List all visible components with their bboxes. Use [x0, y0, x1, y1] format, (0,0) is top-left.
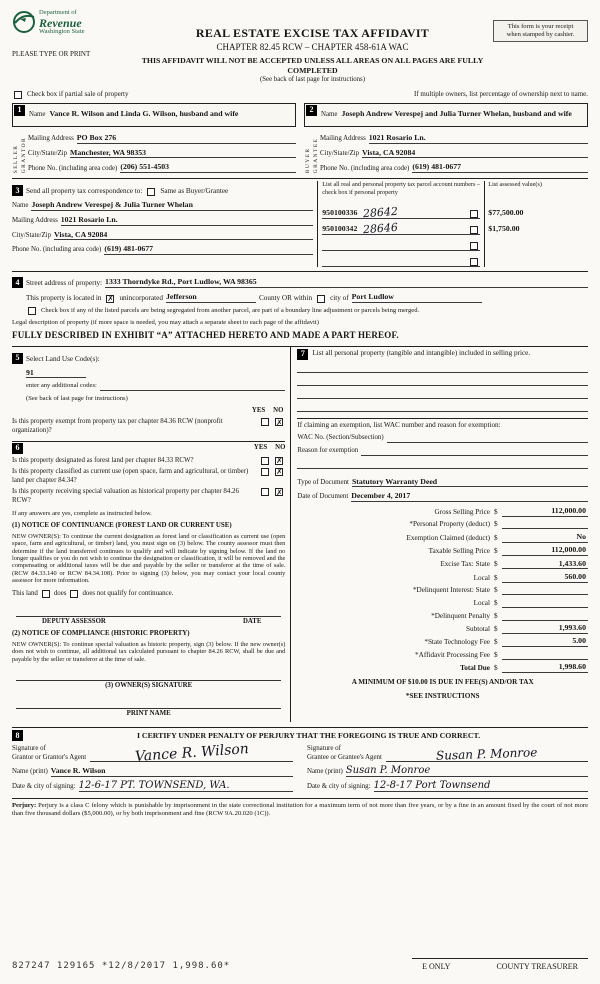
use-only-label: E ONLY: [422, 962, 451, 971]
parcel-account-value[interactable]: 950100336: [322, 208, 358, 218]
agency-state: Washington State: [39, 28, 85, 36]
historic-no-checkbox[interactable]: ✗: [276, 487, 283, 497]
forest-land-question: Is this property designated as forest land per chapter 84.33 RCW?: [12, 456, 194, 464]
correspondence-citystate-value[interactable]: Vista, CA 92084: [54, 230, 313, 241]
money-row-exemption: Exemption Claimed (deduct) $ No: [406, 532, 586, 542]
title-block: [132, 10, 493, 84]
form-chapter: CHAPTER 82.45 RCW – CHAPTER 458-61A WAC: [216, 42, 409, 52]
minimum-fee-note: A MINIMUM OF $10.00 IS DUE IN FEE(S) AND/OR TAX: [351, 678, 534, 687]
form-title: REAL ESTATE EXCISE TAX AFFIDAVIT: [195, 26, 430, 40]
seller-name-box: [12, 103, 296, 127]
gross-selling-price-value[interactable]: 112,000.00: [502, 506, 588, 517]
exemption-block: [297, 418, 588, 469]
land-use-section: [12, 353, 285, 436]
parcel-row: [322, 238, 480, 251]
grantee-name-print-label: Name (print): [307, 768, 343, 776]
print-name-line[interactable]: [16, 697, 281, 709]
reason-exemption-blank[interactable]: [361, 447, 588, 456]
grantee-signature-field[interactable]: [386, 745, 588, 763]
subtotal-value[interactable]: 1,993.60: [502, 623, 588, 634]
certify-statement: I CERTIFY UNDER PENALTY OF PERJURY THAT THE FOREGOING IS TRUE AND CORRECT.: [136, 730, 481, 740]
yes-no-header: [12, 407, 285, 415]
additional-codes-label: enter any additional codes:: [26, 382, 97, 390]
delinquent-interest-local-value[interactable]: [502, 598, 588, 608]
does-not-label: does not qualify for continuance.: [82, 589, 174, 597]
same-as-buyer-label: Same as Buyer/Grantee: [160, 187, 229, 196]
buyer-name-value[interactable]: Joseph Andrew Verespej and Julia Turner Whelan, husband and wife: [341, 108, 572, 118]
money-row-excise-state: Excise Tax: State $ 1,433.60: [440, 558, 586, 569]
document-date-label: Date of Document: [297, 493, 349, 501]
buyer-name-label: Name: [321, 110, 338, 118]
section-3-number: 3: [12, 185, 23, 196]
perjury-body: Perjury is a class C felony which is punishable by imprisonment in the state correctional institution for a maximum term of not more than five years, or by a fine in an amount fixed by the court of not more than five thousand dollars ($5,000.00), or by both imprisonment and fine (RCW 9A.20.020 (1C)).: [12, 801, 588, 818]
cashier-stamp: 827247 129165 *12/8/2017 1,998.60*: [12, 960, 231, 971]
partial-sale-label: Check box if partial sale of property: [27, 90, 129, 99]
personal-property-blank-line[interactable]: [297, 362, 588, 373]
correspondence-name-value[interactable]: Joseph Andrew Verespej & Julia Turner Whelan: [31, 200, 313, 211]
county-or-label: County OR within: [258, 293, 313, 302]
section-6-number: 6: [12, 443, 23, 454]
agency-dept-of: Department of: [39, 9, 77, 16]
legal-description-label: Legal description of property (if more space is needed, you may attach a separate sheet to each page of the affidavit): [12, 319, 319, 327]
seller-citystate-label: City/State/Zip: [28, 149, 68, 157]
buyer-phone-label: Phone No. (including area code): [320, 164, 410, 172]
property-address-section: [12, 271, 588, 341]
owners-signature-line[interactable]: [16, 669, 281, 681]
money-row-gross: Gross Selling Price $ 112,000.00: [434, 506, 586, 516]
partial-sale-checkbox[interactable]: [14, 91, 22, 99]
personal-property-label: List all personal property (tangible and intangible) included in selling price.: [312, 348, 531, 357]
section-8-number: 8: [12, 730, 23, 741]
section-5-number: 5: [12, 353, 23, 364]
excise-state-value[interactable]: 1,433.60: [502, 559, 588, 570]
receipt-note-line1: This form is your receipt: [507, 23, 574, 30]
main-columns: [12, 346, 588, 723]
parcel-1-personal-checkbox[interactable]: [470, 210, 478, 218]
exempt-yes-checkbox[interactable]: [261, 418, 269, 426]
treasurer-use-area: [412, 958, 588, 972]
section-1-number: 1: [14, 105, 25, 116]
currentuse-no-checkbox[interactable]: ✗: [276, 467, 283, 477]
parties-section: [12, 103, 588, 173]
buyer-side-labels: [304, 129, 320, 173]
header: [12, 10, 588, 84]
buyer-mailing-label: Mailing Address: [320, 135, 366, 143]
money-row-excise-local: Local $ 560.00: [473, 571, 586, 582]
assessed-values-column: [484, 181, 588, 267]
document-date-value[interactable]: December 4, 2017: [351, 491, 588, 502]
money-row-technology-fee: *State Technology Fee $ 5.00: [424, 636, 586, 647]
exemption-claim-label: If claiming an exemption, list WAC number and reason for exemption:: [297, 420, 501, 429]
street-address-value[interactable]: 1333 Thorndyke Rd., Port Ludlow, WA 98365: [105, 277, 588, 288]
buyer-name-box: [304, 103, 588, 127]
current-use-question: Is this property classified as current use (open space, farm and agricultural, or timber) land per chapter 84.34?: [12, 468, 249, 484]
county-value[interactable]: Jefferson: [166, 292, 256, 303]
city-of-label: city of: [330, 293, 349, 302]
document-type-label: Type of Document: [297, 478, 349, 486]
no-header: NO: [273, 406, 284, 414]
city-value[interactable]: Port Ludlow: [352, 292, 482, 303]
buyer-phone-value[interactable]: (619) 481-0677: [412, 162, 588, 173]
if-yes-note: If any answers are yes, complete as instructed below.: [12, 509, 152, 517]
grantee-name-print-value[interactable]: Susan P. Monroe: [346, 766, 588, 777]
forest-land-question-row: [12, 457, 285, 466]
correspondence-mailing-value[interactable]: 1021 Rosario Ln.: [61, 215, 314, 226]
grantor-name-print-value[interactable]: Vance R. Wilson: [51, 766, 293, 777]
seller-name-value[interactable]: Vance R. Wilson and Linda G. Wilson, husband and wife: [49, 108, 239, 118]
currentuse-yes-checkbox[interactable]: [261, 468, 269, 476]
affidavit-processing-fee-value[interactable]: [502, 650, 588, 660]
buyer-section: [304, 103, 588, 173]
please-type-note: PLEASE TYPE OR PRINT: [12, 50, 91, 59]
footer: [12, 958, 588, 978]
grantor-vertical-label: GRANTOR: [20, 136, 27, 174]
unincorporated-checkbox[interactable]: ✗: [107, 294, 114, 304]
certification-section: [12, 727, 588, 792]
buyer-vertical-label: BUYER: [304, 147, 311, 174]
current-use-question-row: [12, 468, 285, 485]
parcel-handwritten-number: 28642: [362, 205, 399, 221]
notice-compliance-title: (2) NOTICE OF COMPLIANCE (HISTORIC PROPERTY): [12, 630, 190, 638]
agency-name: [39, 10, 85, 36]
assessed-value[interactable]: [488, 254, 585, 267]
does-label: does: [53, 589, 67, 597]
exemption-claimed-value[interactable]: No: [502, 532, 588, 543]
reason-exemption-blank-line[interactable]: [297, 458, 588, 469]
taxable-selling-price-value[interactable]: 112,000.00: [502, 545, 588, 556]
forest-no-checkbox[interactable]: ✗: [276, 455, 283, 465]
grantee-date-city-label: Date & city of signing:: [307, 783, 371, 791]
delinquent-interest-state-value[interactable]: [502, 585, 588, 595]
seller-section: [12, 103, 296, 173]
money-row-taxable: Taxable Selling Price $ 112,000.00: [428, 545, 586, 556]
assessed-value[interactable]: [488, 238, 585, 251]
dor-logo-icon: [12, 10, 36, 34]
additional-codes-blank[interactable]: [100, 390, 286, 391]
print-name-caption: PRINT NAME: [126, 709, 171, 717]
money-row-total-due: Total Due $ 1,998.60: [460, 662, 586, 673]
city-checkbox[interactable]: [317, 295, 325, 303]
owners-signature-caption: (3) OWNER(S) SIGNATURE: [105, 682, 193, 690]
money-row-personal-property: *Personal Property (deduct) $: [297, 519, 588, 529]
send-correspondence-label: Send all property tax correspondence to:: [26, 187, 143, 196]
section-2-number: 2: [306, 105, 317, 116]
seller-name-label: Name: [29, 110, 46, 118]
segregated-label: Check box if any of the listed parcels are being segregated from another parcel, are part of a boundary line adjustment or parcels being merged.: [41, 306, 420, 314]
agency-block: [12, 10, 132, 59]
historic-question-row: [12, 488, 285, 505]
exempt-question-row: [12, 418, 285, 435]
seller-phone-value[interactable]: (206) 551-4503: [120, 162, 296, 173]
assessed-value[interactable]: $77,500.00: [488, 208, 524, 218]
correspondence-citystate-label: City/State/Zip: [12, 231, 52, 239]
date-label: DATE: [242, 617, 262, 625]
dor-logo: [12, 10, 132, 36]
money-row-delinquent-interest-state: *Delinquent Interest: State $: [297, 585, 588, 595]
money-row-processing-fee: *Affidavit Processing Fee $: [297, 650, 588, 660]
tax-correspondence-section: [12, 178, 588, 267]
grantor-date-city-label: Date & city of signing:: [12, 783, 76, 791]
money-row-subtotal: Subtotal $ 1,993.60: [466, 623, 586, 633]
parcel-handwritten-number: 28646: [362, 221, 399, 237]
wac-number-blank[interactable]: [387, 434, 588, 443]
buyer-citystate-value[interactable]: Vista, CA 92084: [362, 148, 588, 159]
grantee-signature-label: Signature of Grantee or Grantee's Agent: [307, 745, 382, 761]
seller-phone-label: Phone No. (including area code): [28, 164, 118, 172]
seller-vertical-label: SELLER: [12, 144, 19, 174]
multiple-owners-note: If multiple owners, list percentage of ownership next to name.: [414, 90, 588, 99]
yes-header: YES: [251, 406, 266, 414]
seller-mailing-value[interactable]: PO Box 276: [77, 133, 296, 144]
see-instructions-note: *SEE INSTRUCTIONS: [405, 692, 480, 701]
seller-citystate-value[interactable]: Manchester, WA 98353: [70, 148, 296, 159]
land-does-checkbox[interactable]: [42, 590, 50, 598]
notice-compliance-body: NEW OWNER(S): To continue special valuation as historic property, sign (3) below. If the new owner(s) does not wish to continue, all additional tax calculated pursuant to chapter 84.26 RCW, shall be due and payable by the seller or transferor at the time of sale.: [12, 640, 286, 663]
same-as-buyer-checkbox[interactable]: [147, 188, 155, 196]
acceptance-warning: THIS AFFIDAVIT WILL NOT BE ACCEPTED UNLESS ALL AREAS ON ALL PAGES ARE FULLY COMPLETED: [141, 56, 484, 75]
correspondence-phone-label: Phone No. (including area code): [12, 246, 102, 254]
personal-property-blank-line[interactable]: [297, 401, 588, 412]
parcel-row: [322, 254, 480, 267]
state-technology-fee-value[interactable]: 5.00: [502, 636, 588, 647]
exempt-question-label: Is this property exempt from property tax per chapter 84.36 RCW (nonprofit organization)?: [12, 418, 223, 434]
grantee-signature: Susan P. Monroe: [436, 745, 538, 763]
wac-number-label: WAC No. (Section/Subsection): [297, 433, 384, 441]
historic-yes-checkbox[interactable]: [261, 488, 269, 496]
see-back-note-5: (See back of last page for instructions): [26, 394, 128, 402]
parcel-account-value[interactable]: 950100342: [322, 224, 358, 234]
personal-property-blank-line[interactable]: [297, 388, 588, 399]
no-header-6: NO: [275, 443, 286, 451]
deputy-assessor-signature-line[interactable]: [16, 605, 281, 617]
exempt-no-checkbox[interactable]: ✗: [276, 417, 283, 427]
assessed-value[interactable]: $1,750.00: [488, 224, 520, 234]
seller-mailing-label: Mailing Address: [28, 135, 74, 143]
delinquent-penalty-value[interactable]: [502, 611, 588, 621]
parcel-numbers-column: [317, 181, 484, 267]
see-back-note: (See back of last page for instructions): [260, 75, 365, 83]
unincorporated-label: unincorporated: [119, 293, 163, 302]
parcel-2-personal-checkbox[interactable]: [470, 226, 478, 234]
land-use-code-value[interactable]: 91: [26, 368, 86, 379]
personal-property-blank-line[interactable]: [297, 375, 588, 386]
perjury-label: Perjury:: [12, 801, 37, 809]
land-use-label: Select Land Use Code(s):: [26, 354, 100, 363]
correspondence-phone-value[interactable]: (619) 481-0677: [104, 244, 313, 255]
parcel-3-personal-checkbox[interactable]: [470, 242, 478, 250]
correspondence-mailing-label: Mailing Address: [12, 217, 58, 224]
segregated-checkbox[interactable]: [28, 307, 36, 315]
legal-description-value[interactable]: FULLY DESCRIBED IN EXHIBIT “A” ATTACHED HERETO AND MADE A PART HEREOF.: [12, 330, 399, 341]
receipt-note: [493, 20, 588, 42]
buyer-mailing-value[interactable]: 1021 Rosario Ln.: [369, 133, 588, 144]
receipt-note-line2: when stamped by cashier.: [506, 31, 575, 39]
parcel-numbers-header: List all real and personal property tax parcel account numbers – check box if personal property: [322, 181, 480, 196]
seller-side-labels: [12, 129, 28, 173]
street-address-label: Street address of property:: [26, 279, 103, 288]
grantor-signature-label: Signature of Grantor or Grantor's Agent: [12, 745, 87, 761]
total-due-value[interactable]: 1,998.60: [502, 662, 588, 673]
excise-local-value[interactable]: 560.00: [502, 572, 588, 583]
parcel-row: [322, 222, 480, 235]
assessed-values-header: List assessed value(s): [488, 181, 542, 189]
grantor-signature-field[interactable]: [90, 740, 293, 765]
grantor-signature: Vance R. Wilson: [134, 740, 249, 765]
historic-question: Is this property receiving special valuation as historical property per chapter 84.26 RCW?: [12, 488, 239, 505]
notice-continuance-body: NEW OWNER(S): To continue the current designation as forest land or classification as current use (open space, farm and agricultural, or timber) land, you must sign on (3) below. The county assessor must then determine if the land transferred continues to qualify and will indicate by signing below. If the land no longer qualifies or you do not wish to continue the designation or classification, it will be removed and the compensating or additional taxes will be due and payable by the seller or transferor at the time of sale. (RCW 84.33.140 or RCW 84.34.108). Prior to signing (3) below, you may contact your local county assessor for more information.: [12, 532, 286, 585]
grantor-date-city-value[interactable]: 12-6-17 PT. TOWNSEND, WA.: [79, 781, 293, 792]
grantor-name-print-label: Name (print): [12, 768, 48, 776]
located-in-label: This property is located in: [26, 293, 102, 302]
partial-sale-row: [12, 90, 588, 99]
document-type-value[interactable]: Statutory Warranty Deed: [352, 477, 588, 488]
money-row-delinquent-interest-local: Local $: [297, 598, 588, 608]
parcel-4-personal-checkbox[interactable]: [470, 258, 478, 266]
land-qualify-row: [12, 590, 285, 599]
selling-price-section: [291, 347, 588, 723]
land-does-not-checkbox[interactable]: [70, 590, 78, 598]
section-4-number: 4: [12, 277, 23, 288]
agency-revenue: Revenue: [39, 15, 82, 30]
grantee-vertical-label: GRANTEE: [312, 137, 319, 174]
money-row-delinquent-penalty: *Delinquent Penalty $: [297, 611, 588, 621]
notice-continuance-title: (1) NOTICE OF CONTINUANCE (FOREST LAND OR CURRENT USE): [12, 521, 232, 529]
section-7-number: 7: [297, 349, 308, 360]
this-land-label: This land: [12, 589, 38, 597]
parcel-row: [322, 206, 480, 219]
buyer-citystate-label: City/State/Zip: [320, 149, 360, 157]
perjury-statement: [12, 798, 588, 818]
correspondence-name-label: Name: [12, 202, 29, 210]
forest-yes-checkbox[interactable]: [261, 457, 269, 465]
designation-section: [12, 441, 285, 719]
county-treasurer-label: COUNTY TREASURER: [496, 962, 578, 971]
deputy-assessor-label: DEPUTY ASSESSOR: [42, 617, 106, 625]
grantee-date-city-value[interactable]: 12-8-17 Port Townsend: [374, 781, 588, 792]
personal-property-deduct-value[interactable]: [502, 519, 588, 529]
yes-header-6: YES: [253, 443, 268, 451]
reason-exemption-label: Reason for exemption: [297, 446, 359, 454]
